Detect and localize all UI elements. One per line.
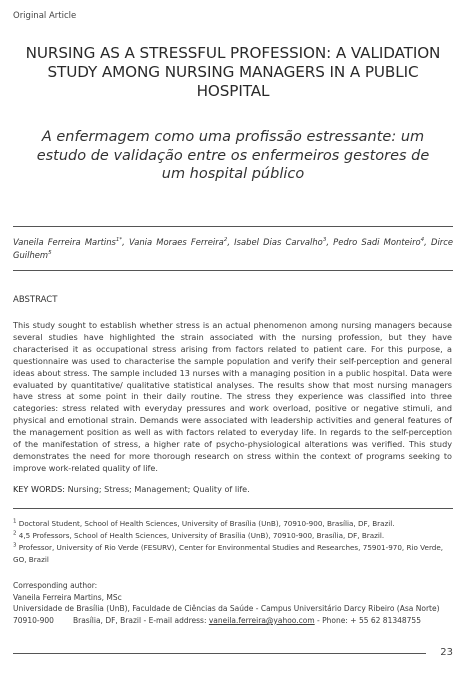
affiliation-1 — [13, 518, 452, 530]
affiliation-superscript: 2 — [13, 530, 17, 537]
author-name: Dirce Guilhem — [13, 237, 453, 260]
affiliation-3 — [13, 542, 452, 565]
author-superscript: 5 — [48, 250, 52, 257]
section-label: Original Article — [13, 11, 77, 21]
footer-divider — [13, 653, 426, 654]
email-link[interactable]: vaneila.ferreira@yahoo.com — [208, 615, 315, 625]
corresponding-contact — [13, 615, 453, 627]
affiliation-superscript: 3 — [13, 542, 17, 549]
author-list: Vaneila Ferreira Martins$^{1*}$, Vania Moraes Ferreira$^2$, Isabel Dias Carvalho$^3$, Pedro Sadi Monteiro$^4$, Dirce Guilhem$^5$ — [13, 237, 453, 260]
author-name: Pedro Sadi Monteiro — [333, 237, 421, 247]
affiliation-2 — [13, 530, 452, 542]
corresponding-name: Vaneila Ferreira Martins, MSc — [13, 592, 122, 602]
keywords-value: Nursing; Stress; Management; Quality of life. — [67, 484, 250, 494]
affiliation-superscript: 1 — [13, 518, 17, 525]
abstract-heading: ABSTRACT — [13, 295, 58, 305]
abstract-body: This study sought to establish whether stress is an actual phenomenon among nursing managers because several studies have highlighted the strain associated with the nursing profession, but they have characterised it as occupational stress arising from factors related to patient care. For this purpose, a questionnaire was used to characterise the sample population and verify their self-perception and general ideas about stress. The sample included 13 nurses with a managing position in a public hospital. Data were evaluated by quantitative/ qualitative statistical analyses. The results show that most nursing managers have stress at some point in their daily routine. The stress they experience was classified into three categories: stress related with everyday pressures and work overload, positive or negative stimuli, and physical and emotional strain. Demands were associated with leadership activities and general features of the management position as well as with factors related to everyday life. In regards to the self-perception of the manifestation of stress, a higher rate of psycho-physiological alterations was verified. This study demonstrates the need for more thorough research on stress within the context of programs seeking to improve work-related quality of life. — [13, 320, 452, 473]
author-name: Vaneila Ferreira Martins — [13, 237, 116, 247]
author-superscript: 3 — [322, 237, 327, 244]
affiliation-text: Doctoral Student, School of Health Sciences, University of Brasília (UnB), 70910-900, Brasília, DF, Brazil. — [18, 519, 395, 528]
author-superscript: 4 — [420, 237, 425, 244]
keywords — [13, 484, 452, 494]
corresponding-postal: 70910-900 — [13, 615, 54, 625]
corresponding-city: Brasília, DF, Brazil - E-mail address: — [72, 615, 207, 625]
author-superscript: 1* — [115, 237, 123, 244]
keywords-divider — [13, 508, 453, 509]
article-title: NURSING AS A STRESSFUL PROFESSION: A VALIDATION STUDY AMONG NURSING MANAGERS IN A PUBLIC HOSPITAL — [25, 44, 441, 100]
top-divider — [13, 226, 453, 227]
authors-divider — [13, 270, 453, 271]
corresponding-phone: - Phone: + 55 62 81348755 — [317, 615, 421, 625]
article-title-portuguese: A enfermagem como uma profissão estressante: um estudo de validação entre os enfermeiros gestores de um hospital público — [36, 129, 430, 182]
corresponding-author-block — [13, 580, 453, 626]
keywords-label: KEY WORDS: — [13, 484, 66, 494]
author-superscript: 2 — [223, 237, 228, 244]
page-number: 23 — [440, 647, 453, 658]
corresponding-address: Universidade de Brasília (UnB), Faculdade de Ciências da Saúde - Campus Universitário Darcy Ribeiro (Asa Norte) — [13, 604, 440, 614]
corresponding-label: Corresponding author: — [13, 581, 98, 590]
affiliation-text: 4,5 Professors, School of Health Sciences, University of Brasília (UnB), 70910-900, Brasília, DF, Brazil. — [18, 531, 385, 540]
affiliation-text: Professor, University of Rio Verde (FESURV), Center for Environmental Studies and Researches, 75901-970, Rio Verde, GO, Brazil — [13, 543, 444, 564]
author-name: Isabel Dias Carvalho — [234, 237, 323, 247]
author-name: Vania Moraes Ferreira — [129, 237, 224, 247]
